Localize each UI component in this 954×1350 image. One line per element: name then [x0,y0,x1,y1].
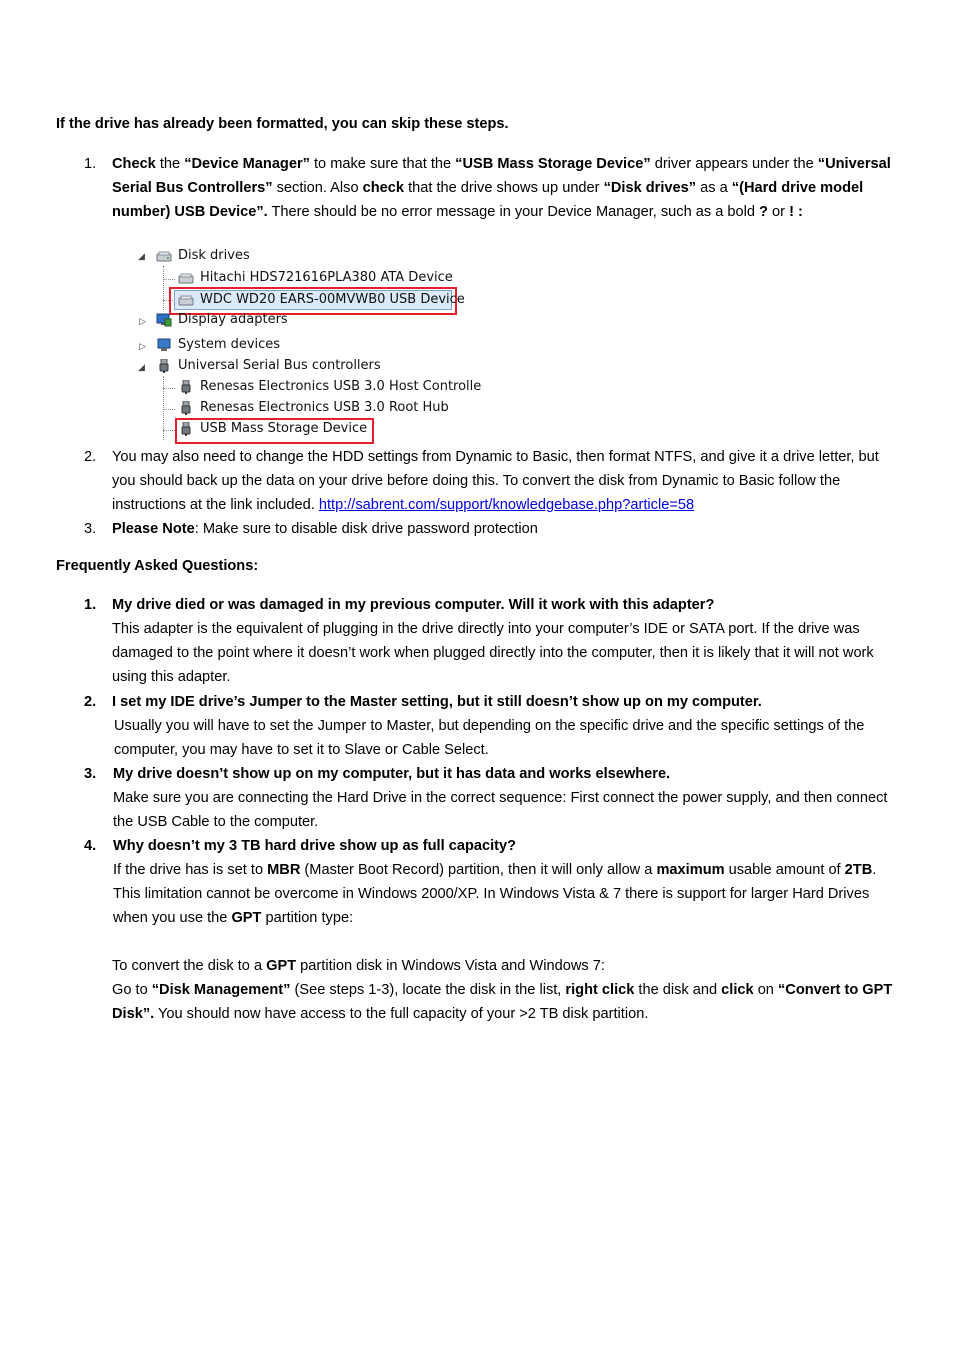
text-run: (Master Boot Record) partition, then it will only allow a [300,862,657,878]
tree-node-label: Renesas Electronics USB 3.0 Root Hub [200,400,449,415]
faq-heading: Frequently Asked Questions: [56,558,259,574]
step-text [112,445,899,517]
text-run: partition type: [261,910,354,926]
faq-answer: This adapter is the equivalent of plugging in the drive directly into your computer’s IDE or SATA port. If the drive was damaged to the point where it doesn’t work when plugged directly into the computer, then it is likely that it will not work using this adapter. [112,621,874,685]
knowledgebase-link[interactable]: http://sabrent.com/support/knowledgebase.php?article=58 [318,497,695,513]
faq-number: 2. [84,694,97,710]
usb-plug-icon [178,422,194,436]
text-run: You may also need to change the HDD settings from Dynamic to Basic, then format NTFS, and give it a drive letter, but you should back up the data on your drive before doing this. To convert the disk from Dynamic to Basic follow the instructions at the link included. [112,449,879,513]
text-run: section. Also [272,180,363,196]
tree-line [163,388,175,389]
faq-question [113,762,899,786]
text-run: If the drive has is set to [113,862,268,878]
tree-node-label: System devices [178,337,281,352]
text-run: Please Note [112,521,195,537]
text-run: maximum [656,862,725,878]
text-run: right click [565,982,635,998]
expanded-arrow-icon[interactable]: ◢ [138,252,145,262]
faq-question [112,690,899,714]
disk-drive-icon [178,293,194,307]
text-run: There should be no error message in your Device Manager, such as a bold [267,204,760,220]
faq-answer: Usually you will have to set the Jumper to Master, but depending on the specific drive and the specific settings of the computer, you may have to set it to Slave or Cable Select. [114,718,865,758]
tree-line [163,430,175,431]
gpt-instructions [84,954,899,1026]
text-run: as a [696,180,732,196]
gpt-intro [112,954,899,978]
faq-item-3 [84,762,899,834]
faq-number: 3. [84,766,97,782]
text-run: Why doesn’t my 3 TB hard drive show up as full capacity? [113,838,517,854]
text-run: You should now have access to the full capacity of your >2 TB disk partition. [154,1006,649,1022]
text-run: ? [759,204,768,220]
usb-plug-icon [178,401,194,415]
text-run: click [721,982,754,998]
faq-question [112,593,899,617]
text-run: MBR [267,862,301,878]
text-run: partition disk in Windows Vista and Windows 7: [296,958,605,974]
text-run: the disk and [634,982,722,998]
text-run: GPT [266,958,297,974]
faq-question [113,834,899,858]
tree-line [163,409,175,410]
text-run: that the drive shows up under [404,180,604,196]
disk-drive-icon [178,271,194,285]
tree-node-label: Renesas Electronics USB 3.0 Host Controlle [200,379,482,394]
tree-line [163,266,164,310]
step-1 [84,152,899,224]
text-run: GPT [231,910,262,926]
tree-node-label: WDC WD20 EARS-00MVWB0 USB Device [200,292,465,307]
tree-node-label: Hitachi HDS721616PLA380 ATA Device [200,270,453,285]
text-run: the [155,156,185,172]
expanded-arrow-icon[interactable]: ◢ [138,363,145,373]
gpt-steps [112,978,899,1026]
text-run: 2TB [844,862,873,878]
usb-plug-icon [178,380,194,394]
tree-line [163,279,175,280]
text-run: Go to [112,982,152,998]
disk-drive-icon [156,249,172,263]
faq-answer: Make sure you are connecting the Hard Drive in the correct sequence: First connect the power supply, and then connect the USB Cable to the computer. [113,790,888,830]
text-run: check [362,180,405,196]
text-run: My drive doesn’t show up on my computer, but it has data and works elsewhere. [113,766,671,782]
faq-number: 4. [84,838,97,854]
text-run: ! : [789,204,803,220]
text-run: . This limitation cannot be overcome in Windows 2000/XP. In Windows Vista & 7 there is support for larger Hard Drives when you use the [113,862,877,926]
text-run: Check [112,156,156,172]
text-run: “USB Mass Storage Device” [455,156,651,172]
tree-node-label: Display adapters [178,312,288,327]
text-run: I set my IDE drive’s Jumper to the Master setting, but it still doesn’t show up on my computer. [112,694,762,710]
text-run: “Convert to GPT Disk”. [112,982,893,1022]
step-2 [84,445,899,517]
faq-item-4 [84,834,899,930]
intro-text: If the drive has already been formatted, you can skip these steps. [56,116,509,132]
text-run: “Disk drives” [603,180,697,196]
text-run: “Disk Management” [151,982,291,998]
device-manager-tree [136,246,482,446]
text-run: on [753,982,778,998]
text-run: “(Hard drive model number) USB Device”. [112,180,864,220]
text-run: To convert the disk to a [112,958,267,974]
text-run: (See steps 1-3), locate the disk in the list, [290,982,566,998]
collapsed-arrow-icon[interactable]: ▷ [139,317,146,327]
collapsed-arrow-icon[interactable]: ▷ [139,342,146,352]
step-number: 3. [84,521,97,537]
step-text [112,152,899,224]
computer-icon [156,338,172,352]
step-3 [84,517,899,541]
text-run: “Universal Serial Bus Controllers” [112,156,891,196]
text-run: to make sure that the [309,156,456,172]
tree-node-label: USB Mass Storage Device [200,421,368,436]
step-number: 2. [84,449,97,465]
faq-item-2 [84,690,899,762]
usb-plug-icon [156,359,172,373]
step-text [112,517,899,541]
faq-number: 1. [84,597,97,613]
text-run: “Device Manager” [184,156,310,172]
text-run: My drive died or was damaged in my previous computer. Will it work with this adapter? [112,597,715,613]
text-run: usable amount of [724,862,845,878]
text-run: driver appears under the [650,156,818,172]
faq-answer [113,858,899,930]
faq-item-1 [84,593,899,689]
tree-node-wdc[interactable] [174,290,465,310]
tree-node-label: Disk drives [178,248,250,263]
step-number: 1. [84,156,97,172]
text-run: : Make sure to disable disk drive password protection [194,521,538,537]
text-run: or [767,204,790,220]
monitor-icon [156,313,172,327]
tree-node-label: Universal Serial Bus controllers [178,358,381,373]
